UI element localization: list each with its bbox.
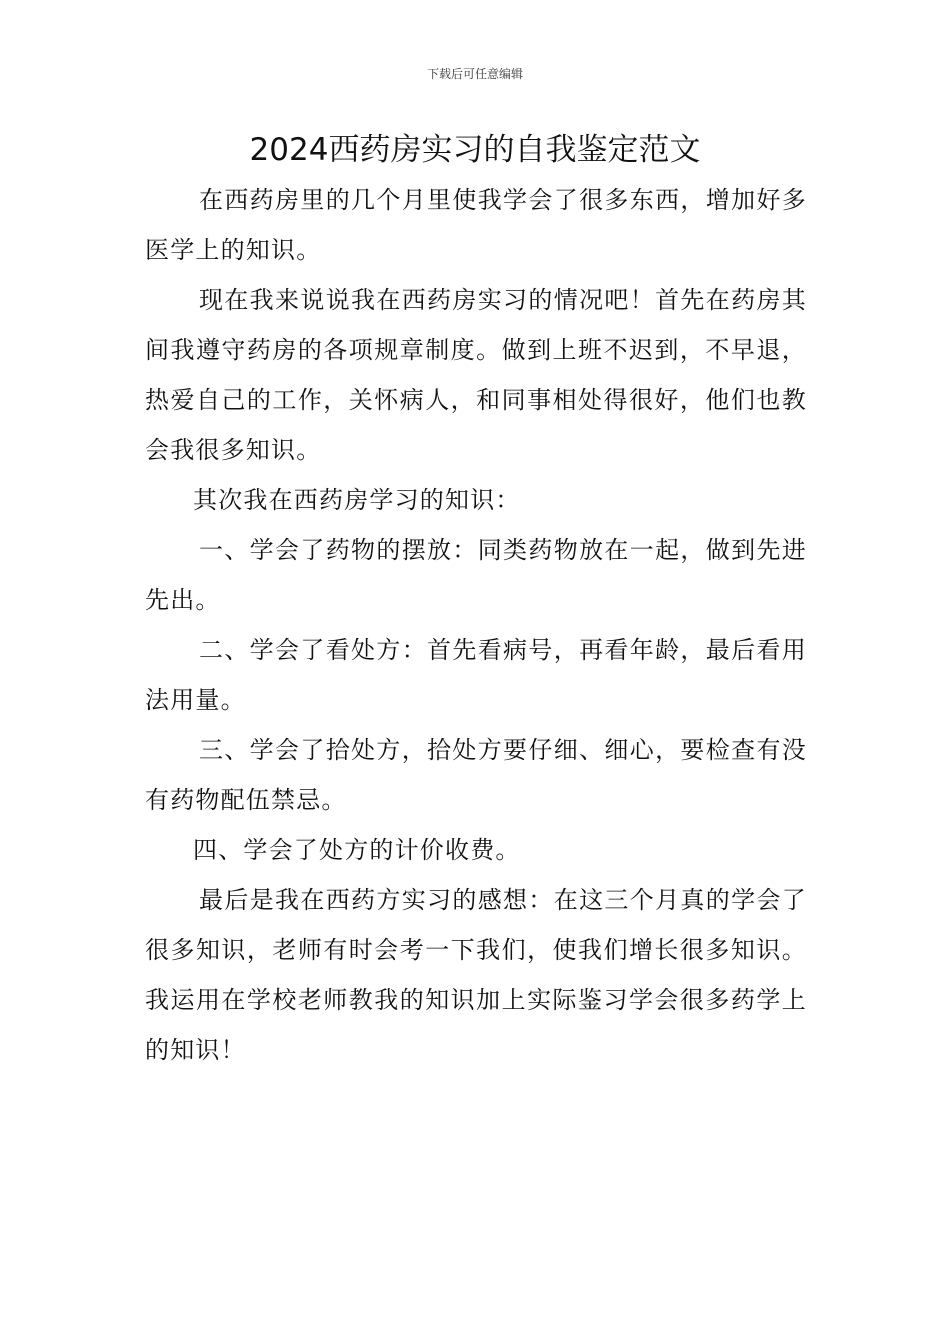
paragraph-item-4: 四、学会了处方的计价收费。	[193, 836, 521, 864]
paragraph-conclusion: 最后是我在西药方实习的感想：在这三个月真的学会了很多知识，老师有时会考一下我们，使我们增长很多知识。我运用在学校老师教我的知识加上实际鉴习学会很多药学上的知识！	[145, 886, 807, 1064]
paragraph-item-2: 二、学会了看处方：首先看病号，再看年龄，最后看用法用量。	[145, 636, 807, 714]
paragraph-situation: 现在我来说说我在西药房实习的情况吧！首先在药房其间我遵守药房的各项规章制度。做到上班不迟到，不早退，热爱自己的工作，关怀病人，和同事相处得很好，他们也教会我很多知识。	[145, 286, 807, 464]
document-body	[145, 175, 807, 1075]
header-note: 下载后可任意编辑	[426, 67, 523, 81]
document-title: 2024西药房实习的自我鉴定范文	[249, 132, 701, 168]
paragraph-intro: 在西药房里的几个月里使我学会了很多东西，增加好多医学上的知识。	[145, 186, 807, 264]
paragraph-item-3: 三、学会了拾处方，拾处方要仔细、细心，要检查有没有药物配伍禁忌。	[145, 736, 807, 814]
paragraph-knowledge-intro: 其次我在西药房学习的知识：	[193, 486, 521, 514]
paragraph-item-1: 一、学会了药物的摆放：同类药物放在一起，做到先进先出。	[145, 536, 807, 614]
